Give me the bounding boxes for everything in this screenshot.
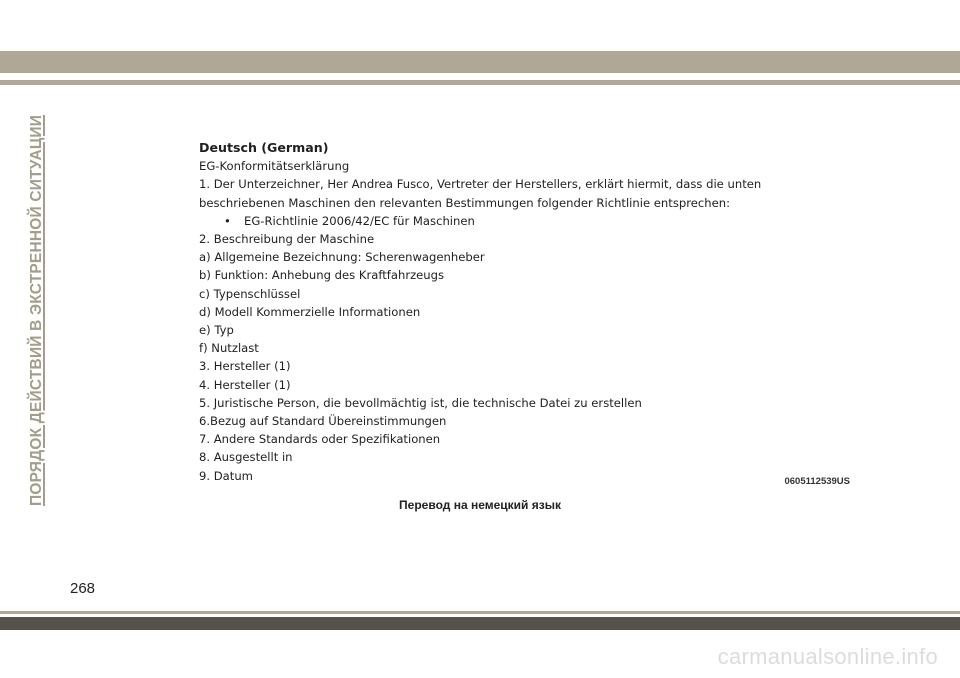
document-line: EG-Konformitätserklärung	[199, 159, 350, 174]
declaration-document	[199, 139, 859, 485]
bullet-text: EG-Richtlinie 2006/42/EC für Maschinen	[244, 213, 475, 228]
list-item: 9. Datum	[199, 468, 253, 483]
list-item: 5. Juristische Person, die bevollmächtig ist, die technische Datei zu erstellen	[199, 395, 642, 410]
section-side-title: ПОРЯДОК ДЕЙСТВИЙ В ЭКСТРЕННОЙ СИТУАЦИИ	[28, 114, 45, 506]
footer-band	[0, 617, 960, 630]
watermark: carmanualsonline.info	[717, 644, 938, 669]
document-line: beschriebenen Maschinen den relevanten Bestimmungen folgender Richtlinie entsprechen:	[199, 195, 730, 210]
list-item: 6.Bezug auf Standard Übereinstimmungen	[199, 414, 447, 429]
list-item: b) Funktion: Anhebung des Kraftfahrzeugs	[199, 268, 445, 283]
page-number: 268	[70, 580, 96, 597]
list-item: 2. Beschreibung der Maschine	[199, 232, 375, 247]
list-item: e) Typ	[199, 323, 234, 338]
list-item: d) Modell Kommerzielle Informationen	[199, 304, 421, 319]
header-rule	[0, 80, 960, 85]
list-item: 4. Hersteller (1)	[199, 377, 291, 392]
bullet-icon: •	[224, 213, 231, 228]
list-item: 3. Hersteller (1)	[199, 359, 291, 374]
bullet-item	[199, 212, 859, 230]
figure-caption: Перевод на немецкий язык	[399, 498, 561, 512]
footer-rule	[0, 611, 960, 614]
list-item: 8. Ausgestellt in	[199, 450, 293, 465]
document-line: 1. Der Unterzeichner, Her Andrea Fusco, Vertreter der Herstellers, erklärt hiermit, dass die unten	[199, 177, 762, 192]
image-code: 0605112539US	[784, 476, 850, 487]
document-heading: Deutsch (German)	[199, 140, 329, 155]
list-item: c) Typenschlüssel	[199, 286, 301, 301]
list-item: a) Allgemeine Bezeichnung: Scherenwagenheber	[199, 250, 485, 265]
list-item: f) Nutzlast	[199, 341, 259, 356]
header-band	[0, 51, 960, 73]
list-item: 7. Andere Standards oder Spezifikationen	[199, 432, 441, 447]
